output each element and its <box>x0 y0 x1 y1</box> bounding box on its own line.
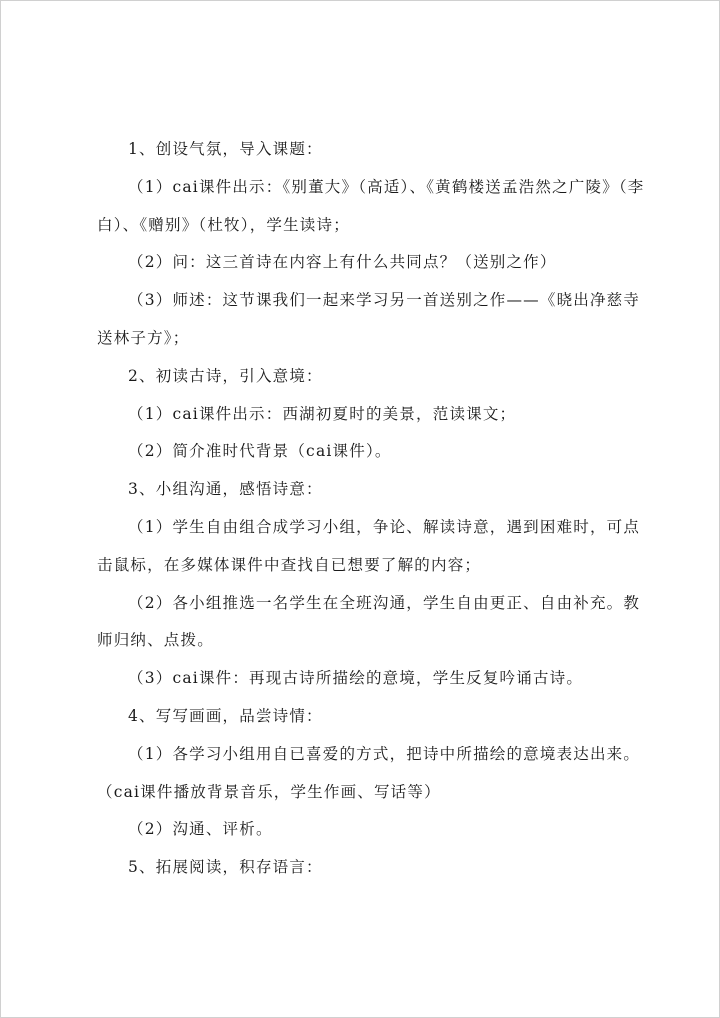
heading-step-2: 2、初读古诗，引入意境： <box>128 366 323 385</box>
paragraph-1-2: （2）问：这三首诗在内容上有什么共同点？（送别之作） <box>128 253 557 272</box>
paragraph-2-1: （1）cai课件出示：西湖初夏时的美景，范读课文； <box>128 404 517 423</box>
paragraph-1-3: （3）师述：这节课我们一起来学习另一首送别之作——《晓出净慈寺送林子方》； <box>97 291 641 347</box>
paragraph-2-2: （2）简介准时代背景（cai课件）。 <box>128 442 392 461</box>
paragraph-1-1: （1）cai课件出示：《别董大》（高适）、《黄鹤楼送孟浩然之广陵》（李白）、《赠别》（杜牧），学生读诗； <box>97 177 645 234</box>
paragraph-4-2: （2）沟通、评析。 <box>128 820 273 839</box>
paragraph-3-3: （3）cai课件：再现古诗所描绘的意境，学生反复吟诵古诗。 <box>128 669 584 688</box>
paragraph-3-2: （2）各小组推选一名学生在全班沟通，学生自由更正、自由补充。教师归纳、点拨。 <box>97 593 641 650</box>
paragraph-4-1: （1）各学习小组用自已喜爱的方式，把诗中所描绘的意境表达出来。（cai课件播放背景音乐，学生作画、写话等） <box>97 744 641 801</box>
heading-step-1: 1、创设气氛，导入课题： <box>128 140 323 158</box>
heading-step-4: 4、写写画画，品尝诗情： <box>128 706 323 725</box>
paragraph-3-1: （1）学生自由组合成学习小组，争论、解读诗意，遇到困难时，可点击鼠标，在多媒体课件中查找自已想要了解的内容； <box>97 517 641 574</box>
heading-step-5: 5、拓展阅读，积存语言： <box>128 858 323 877</box>
heading-step-3: 3、小组沟通，感悟诗意： <box>128 480 323 499</box>
document-body <box>97 131 645 887</box>
